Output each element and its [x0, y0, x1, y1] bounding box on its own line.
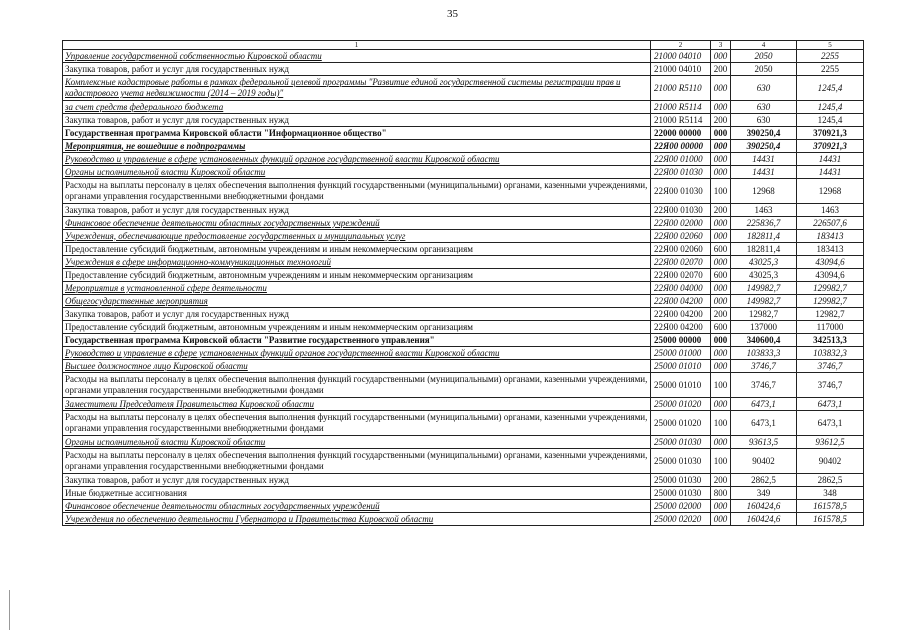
- table-row: [63, 373, 864, 398]
- row-value-year2-cell: 2255: [797, 63, 864, 76]
- table-row: [63, 243, 864, 256]
- row-expense-type-cell: 200: [711, 474, 731, 487]
- table-row: [63, 487, 864, 500]
- row-expense-type-cell: 000: [711, 295, 731, 308]
- table-row: [63, 204, 864, 217]
- row-value-year2-cell: 2255: [797, 50, 864, 63]
- row-value-year2-cell: 3746,7: [797, 360, 864, 373]
- row-code-cell: 21000 R5110: [651, 76, 711, 101]
- row-code-cell: 22Я00 02000: [651, 217, 711, 230]
- row-expense-type-cell: 200: [711, 114, 731, 127]
- row-value-year1-cell: 14431: [731, 153, 797, 166]
- row-expense-type-cell: 000: [711, 282, 731, 295]
- row-expense-type-cell: 000: [711, 347, 731, 360]
- row-value-year1-cell: 137000: [731, 321, 797, 334]
- row-value-year1-cell: 43025,3: [731, 269, 797, 282]
- table-row: [63, 513, 864, 526]
- row-value-year1-cell: 160424,6: [731, 500, 797, 513]
- row-name-cell: Учреждения в сфере информационно-коммуникационных технологий: [63, 256, 651, 269]
- row-value-year2-cell: 90402: [797, 449, 864, 474]
- row-name-cell: Закупка товаров, работ и услуг для государственных нужд: [63, 308, 651, 321]
- row-expense-type-cell: 200: [711, 204, 731, 217]
- row-name-cell: Иные бюджетные ассигнования: [63, 487, 651, 500]
- row-value-year1-cell: 349: [731, 487, 797, 500]
- row-name-cell: Общегосударственные мероприятия: [63, 295, 651, 308]
- row-value-year1-cell: 93613,5: [731, 436, 797, 449]
- row-code-cell: 25000 00000: [651, 334, 711, 347]
- row-value-year1-cell: 390250,4: [731, 140, 797, 153]
- table-row: [63, 269, 864, 282]
- table-row: [63, 347, 864, 360]
- table-row: [63, 398, 864, 411]
- row-value-year1-cell: 2050: [731, 63, 797, 76]
- row-value-year1-cell: 6473,1: [731, 398, 797, 411]
- row-expense-type-cell: 800: [711, 487, 731, 500]
- row-value-year1-cell: 12982,7: [731, 308, 797, 321]
- row-code-cell: 22Я00 00000: [651, 140, 711, 153]
- table-row: [63, 179, 864, 204]
- row-value-year2-cell: 161578,5: [797, 513, 864, 526]
- row-value-year2-cell: 129982,7: [797, 295, 864, 308]
- table-row: [63, 50, 864, 63]
- page-number: 35: [447, 8, 458, 20]
- table-row: [63, 230, 864, 243]
- row-name-cell: Расходы на выплаты персоналу в целях обеспечения выполнения функций государственными (муниципальными) органами, казенными учреждениями, органами управления государственными внебюджетными фондами: [63, 411, 651, 436]
- row-value-year1-cell: 1463: [731, 204, 797, 217]
- row-expense-type-cell: 000: [711, 50, 731, 63]
- table-row: [63, 153, 864, 166]
- row-expense-type-cell: 200: [711, 63, 731, 76]
- row-code-cell: 21000 R5114: [651, 114, 711, 127]
- row-value-year2-cell: 1463: [797, 204, 864, 217]
- row-value-year2-cell: 226507,6: [797, 217, 864, 230]
- row-value-year2-cell: 3746,7: [797, 373, 864, 398]
- row-name-cell: Заместители Председателя Правительства Кировской области: [63, 398, 651, 411]
- table-row: [63, 474, 864, 487]
- row-value-year1-cell: 3746,7: [731, 373, 797, 398]
- row-name-cell: Высшее должностное лицо Кировской области: [63, 360, 651, 373]
- row-name-cell: Государственная программа Кировской области "Развитие государственного управления": [63, 334, 651, 347]
- table-row: [63, 63, 864, 76]
- row-value-year2-cell: 370921,3: [797, 140, 864, 153]
- row-value-year2-cell: 117000: [797, 321, 864, 334]
- row-value-year1-cell: 3746,7: [731, 360, 797, 373]
- row-expense-type-cell: 000: [711, 256, 731, 269]
- row-name-cell: Закупка товаров, работ и услуг для государственных нужд: [63, 204, 651, 217]
- row-code-cell: 22Я00 01000: [651, 153, 711, 166]
- row-expense-type-cell: 200: [711, 308, 731, 321]
- row-expense-type-cell: 000: [711, 230, 731, 243]
- row-value-year1-cell: 90402: [731, 449, 797, 474]
- row-value-year1-cell: 103833,3: [731, 347, 797, 360]
- row-value-year2-cell: 183413: [797, 243, 864, 256]
- row-value-year2-cell: 6473,1: [797, 398, 864, 411]
- table-row: [63, 140, 864, 153]
- row-expense-type-cell: 000: [711, 76, 731, 101]
- row-name-cell: Закупка товаров, работ и услуг для государственных нужд: [63, 114, 651, 127]
- row-value-year2-cell: 2862,5: [797, 474, 864, 487]
- row-expense-type-cell: 000: [711, 360, 731, 373]
- table-row: [63, 166, 864, 179]
- row-name-cell: Учреждения, обеспечивающие предоставление государственных и муниципальных услуг: [63, 230, 651, 243]
- row-expense-type-cell: 100: [711, 449, 731, 474]
- row-value-year1-cell: 390250,4: [731, 127, 797, 140]
- row-value-year2-cell: 14431: [797, 166, 864, 179]
- row-value-year1-cell: 2862,5: [731, 474, 797, 487]
- table-row: [63, 449, 864, 474]
- row-value-year2-cell: 129982,7: [797, 282, 864, 295]
- row-name-cell: Органы исполнительной власти Кировской области: [63, 436, 651, 449]
- table-row: [63, 282, 864, 295]
- row-value-year2-cell: 348: [797, 487, 864, 500]
- row-value-year1-cell: 630: [731, 101, 797, 114]
- row-value-year2-cell: 1245,4: [797, 114, 864, 127]
- row-expense-type-cell: 000: [711, 153, 731, 166]
- row-value-year2-cell: 183413: [797, 230, 864, 243]
- row-code-cell: 22Я00 02060: [651, 230, 711, 243]
- row-code-cell: 22000 00000: [651, 127, 711, 140]
- row-code-cell: 22Я00 02070: [651, 269, 711, 282]
- row-value-year2-cell: 161578,5: [797, 500, 864, 513]
- row-name-cell: Финансовое обеспечение деятельности областных государственных учреждений: [63, 217, 651, 230]
- row-value-year1-cell: 340600,4: [731, 334, 797, 347]
- row-code-cell: 21000 R5114: [651, 101, 711, 114]
- row-value-year1-cell: 2050: [731, 50, 797, 63]
- column-header-4: 4: [731, 41, 797, 50]
- row-code-cell: 25000 01030: [651, 449, 711, 474]
- row-expense-type-cell: 000: [711, 217, 731, 230]
- row-name-cell: Расходы на выплаты персоналу в целях обеспечения выполнения функций государственными (муниципальными) органами, казенными учреждениями, органами управления государственными внебюджетными фондами: [63, 449, 651, 474]
- row-value-year2-cell: 12968: [797, 179, 864, 204]
- row-expense-type-cell: 600: [711, 321, 731, 334]
- row-name-cell: Комплексные кадастровые работы в рамках федеральной целевой программы "Развитие единой государственной системы регистрации прав и кадастрового учета недвижимости (2014 – 2019 годы)": [63, 76, 651, 101]
- row-expense-type-cell: 000: [711, 398, 731, 411]
- row-value-year2-cell: 342513,3: [797, 334, 864, 347]
- row-expense-type-cell: 100: [711, 179, 731, 204]
- row-name-cell: Закупка товаров, работ и услуг для государственных нужд: [63, 474, 651, 487]
- table-row: [63, 500, 864, 513]
- row-expense-type-cell: 600: [711, 243, 731, 256]
- row-code-cell: 21000 04010: [651, 63, 711, 76]
- row-code-cell: 25000 01010: [651, 360, 711, 373]
- row-value-year1-cell: 14431: [731, 166, 797, 179]
- row-code-cell: 25000 01000: [651, 347, 711, 360]
- row-name-cell: Финансовое обеспечение деятельности областных государственных учреждений: [63, 500, 651, 513]
- row-expense-type-cell: 000: [711, 101, 731, 114]
- row-value-year2-cell: 1245,4: [797, 76, 864, 101]
- row-value-year1-cell: 6473,1: [731, 411, 797, 436]
- row-value-year1-cell: 43025,3: [731, 256, 797, 269]
- row-code-cell: 22Я00 01030: [651, 166, 711, 179]
- row-name-cell: Предоставление субсидий бюджетным, автономным учреждениям и иным некоммерческим организациям: [63, 321, 651, 334]
- row-value-year1-cell: 630: [731, 76, 797, 101]
- row-value-year1-cell: 160424,6: [731, 513, 797, 526]
- row-code-cell: 25000 02000: [651, 500, 711, 513]
- column-header-5: 5: [797, 41, 864, 50]
- row-name-cell: Органы исполнительной власти Кировской области: [63, 166, 651, 179]
- row-value-year2-cell: 12982,7: [797, 308, 864, 321]
- row-name-cell: Мероприятия, не вошедшие в подпрограммы: [63, 140, 651, 153]
- row-value-year1-cell: 149982,7: [731, 282, 797, 295]
- row-value-year2-cell: 43094,6: [797, 269, 864, 282]
- row-code-cell: 22Я00 04000: [651, 282, 711, 295]
- row-value-year2-cell: 103832,3: [797, 347, 864, 360]
- row-value-year1-cell: 182811,4: [731, 230, 797, 243]
- column-header-3: 3: [711, 41, 731, 50]
- row-code-cell: 22Я00 04200: [651, 295, 711, 308]
- table-row: [63, 114, 864, 127]
- row-expense-type-cell: 000: [711, 127, 731, 140]
- row-name-cell: Мероприятия в установленной сфере деятельности: [63, 282, 651, 295]
- row-value-year2-cell: 370921,3: [797, 127, 864, 140]
- margin-rule: [9, 590, 10, 630]
- table-header-row: [63, 41, 864, 50]
- table-row: [63, 217, 864, 230]
- row-code-cell: 25000 02020: [651, 513, 711, 526]
- table-row: [63, 334, 864, 347]
- table-row: [63, 295, 864, 308]
- row-code-cell: 25000 01020: [651, 398, 711, 411]
- table-row: [63, 360, 864, 373]
- table-row: [63, 127, 864, 140]
- row-expense-type-cell: 000: [711, 513, 731, 526]
- row-name-cell: Руководство и управление в сфере установленных функций органов государственной власти Кировской области: [63, 347, 651, 360]
- row-name-cell: Предоставление субсидий бюджетным, автономным учреждениям и иным некоммерческим организациям: [63, 243, 651, 256]
- row-expense-type-cell: 000: [711, 334, 731, 347]
- row-name-cell: Руководство и управление в сфере установленных функций органов государственной власти Кировской области: [63, 153, 651, 166]
- budget-table: [62, 40, 864, 526]
- row-code-cell: 25000 01030: [651, 436, 711, 449]
- row-name-cell: Государственная программа Кировской области "Информационное общество": [63, 127, 651, 140]
- column-header-1: 1: [63, 41, 651, 50]
- row-name-cell: Расходы на выплаты персоналу в целях обеспечения выполнения функций государственными (муниципальными) органами, казенными учреждениями, органами управления государственными внебюджетными фондами: [63, 179, 651, 204]
- row-code-cell: 22Я00 04200: [651, 321, 711, 334]
- row-value-year1-cell: 182811,4: [731, 243, 797, 256]
- row-expense-type-cell: 000: [711, 166, 731, 179]
- table-row: [63, 101, 864, 114]
- row-code-cell: 22Я00 04200: [651, 308, 711, 321]
- row-expense-type-cell: 100: [711, 411, 731, 436]
- row-value-year1-cell: 12968: [731, 179, 797, 204]
- row-code-cell: 25000 01010: [651, 373, 711, 398]
- row-value-year2-cell: 14431: [797, 153, 864, 166]
- row-code-cell: 25000 01030: [651, 474, 711, 487]
- row-value-year2-cell: 43094,6: [797, 256, 864, 269]
- row-code-cell: 22Я00 02070: [651, 256, 711, 269]
- row-code-cell: 22Я00 01030: [651, 179, 711, 204]
- row-name-cell: Управление государственной собственностью Кировской области: [63, 50, 651, 63]
- row-name-cell: Учреждения по обеспечению деятельности Губернатора и Правительства Кировской области: [63, 513, 651, 526]
- row-value-year2-cell: 1245,4: [797, 101, 864, 114]
- row-name-cell: Расходы на выплаты персоналу в целях обеспечения выполнения функций государственными (муниципальными) органами, казенными учреждениями, органами управления государственными внебюджетными фондами: [63, 373, 651, 398]
- row-name-cell: Предоставление субсидий бюджетным, автономным учреждениям и иным некоммерческим организациям: [63, 269, 651, 282]
- row-value-year2-cell: 93612,5: [797, 436, 864, 449]
- row-code-cell: 22Я00 02060: [651, 243, 711, 256]
- row-expense-type-cell: 000: [711, 500, 731, 513]
- row-name-cell: Закупка товаров, работ и услуг для государственных нужд: [63, 63, 651, 76]
- table-row: [63, 321, 864, 334]
- row-expense-type-cell: 000: [711, 436, 731, 449]
- table-row: [63, 411, 864, 436]
- column-header-2: 2: [651, 41, 711, 50]
- row-value-year2-cell: 6473,1: [797, 411, 864, 436]
- table-row: [63, 436, 864, 449]
- row-code-cell: 21000 04010: [651, 50, 711, 63]
- row-value-year1-cell: 225836,7: [731, 217, 797, 230]
- table-row: [63, 308, 864, 321]
- table-row: [63, 76, 864, 101]
- row-expense-type-cell: 000: [711, 140, 731, 153]
- table-row: [63, 256, 864, 269]
- row-code-cell: 22Я00 01030: [651, 204, 711, 217]
- row-code-cell: 25000 01020: [651, 411, 711, 436]
- row-expense-type-cell: 100: [711, 373, 731, 398]
- row-name-cell: за счет средств федерального бюджета: [63, 101, 651, 114]
- row-value-year1-cell: 149982,7: [731, 295, 797, 308]
- row-expense-type-cell: 600: [711, 269, 731, 282]
- row-value-year1-cell: 630: [731, 114, 797, 127]
- row-code-cell: 25000 01030: [651, 487, 711, 500]
